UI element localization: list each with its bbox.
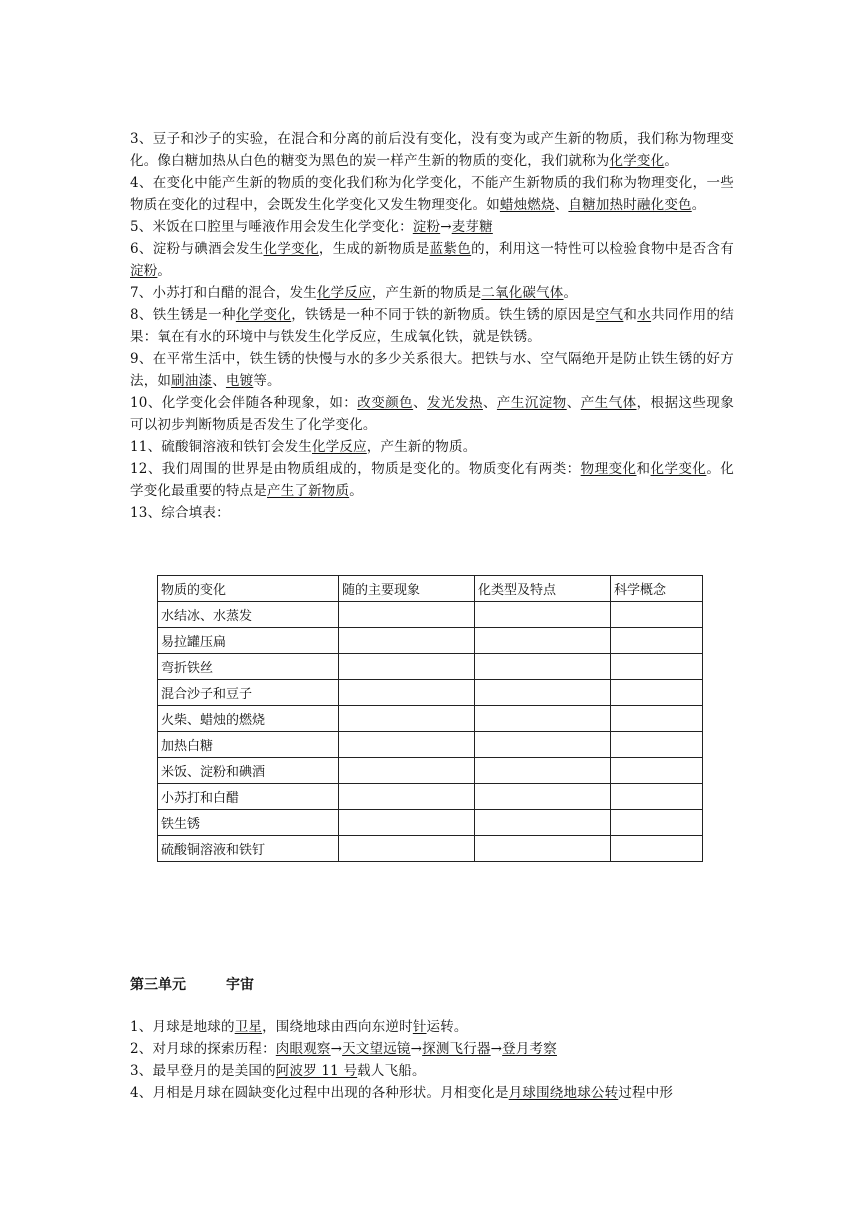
table-header-cell: 物质的变化 [158,576,339,602]
note-item [130,348,734,392]
note-text: 的，利用这一特性可以检验食物中是否含有 [471,241,734,257]
table-cell-blank [339,784,475,810]
note-text: → [330,1041,343,1057]
answer-text: 化学变化 [235,307,292,323]
table-cell-blank [611,836,703,862]
answer-text: 化学变化 [263,241,319,257]
table-cell-blank [475,758,611,784]
table-cell-blank [339,732,475,758]
table-cell-blank [611,654,703,680]
table-cell-substance: 米饭、淀粉和碘酒 [158,758,339,784]
table-cell-blank [339,758,475,784]
answer-text: 电镀 [225,373,254,389]
note-text: 运转。 [426,1019,468,1035]
unit-heading [130,974,254,994]
answer-text: 自糖加热时融化变色 [568,197,692,213]
table-cell-blank [475,680,611,706]
note-item [130,1038,734,1060]
answer-text: 刷油漆 [171,373,213,389]
table-cell-substance: 易拉罐压扁 [158,628,339,654]
table-row [158,706,703,732]
table-cell-blank [475,784,611,810]
table-cell-blank [475,836,611,862]
table-row [158,836,703,862]
note-text: 。 [691,197,706,213]
answer-text: 卫星 [234,1019,263,1035]
note-text: 12、我们周围的世界是由物质组成的，物质是变化的。物质变化有两类： [130,461,581,477]
note-text: 5、米饭在口腔里与唾液作用会发生化学变化： [130,219,413,235]
unit-name: 宇宙 [226,977,254,993]
table-cell-blank [339,628,475,654]
table-cell-blank [339,810,475,836]
table-row [158,628,703,654]
section-2-notes [130,128,734,524]
note-text: 9、在平常生活中，铁生锈的快慢与水的多少关系很大。把铁与水、空气隔绝开是防止铁生锈的好方法，如 [130,351,734,389]
answer-text: 化学反应 [311,439,367,455]
note-item [130,172,734,216]
answer-text: 登月考察 [502,1041,557,1057]
answer-text: 淀粉 [130,263,158,279]
note-item [130,238,734,282]
note-text: 11、硫酸铜溶液和铁钉会发生 [130,439,312,455]
note-text: 等。 [253,373,281,389]
note-text: 6、淀粉与碘酒会发生 [130,241,264,257]
table-cell-substance: 硫酸铜溶液和铁钉 [158,836,339,862]
note-text: 7、小苏打和白醋的混合，发生 [130,285,317,301]
table-row [158,680,703,706]
table-row [158,758,703,784]
note-text: ，铁锈是一种不同于铁的新物质。铁生锈的原因是 [291,307,596,323]
note-text: 。化学变化最重要的特点是 [130,461,735,499]
table-cell-blank [611,758,703,784]
table-cell-blank [339,602,475,628]
unit-label: 第三单元 [130,977,186,993]
answer-text: 发光发热 [427,395,483,411]
table-row [158,784,703,810]
note-text: 和 [623,307,638,323]
note-text: 、 [413,395,428,411]
table-row [158,732,703,758]
answer-text: 化学反应 [316,285,372,301]
note-text: 共同作用的结果：氧在有水的环境中与铁发生化学反应，生成氧化铁，就是铁锈。 [130,307,734,345]
note-text: 、 [554,197,569,213]
answer-text: 淀粉 [412,219,441,235]
note-text: ，产生新的物质。 [366,439,477,455]
note-text: → [490,1041,503,1057]
note-text: 、 [566,395,581,411]
table-row [158,810,703,836]
table-row [158,602,703,628]
note-text: ，围绕地球由西向东逆时 [262,1019,413,1035]
note-item [130,1060,734,1082]
answer-text: 阿波罗 11 号 [275,1063,358,1079]
answer-text: 探测飞行器 [422,1041,491,1057]
note-text: → [410,1041,423,1057]
note-text: → [440,219,452,235]
note-item [130,1082,734,1104]
section-3-notes [130,1016,734,1104]
table-header-cell: 化类型及特点 [475,576,611,602]
note-text: 和 [636,461,651,477]
table-header-row [158,576,703,602]
table-cell-blank [611,810,703,836]
note-item [130,282,734,304]
note-item [130,502,734,524]
table-cell-blank [611,706,703,732]
table-row [158,654,703,680]
note-text: 。 [563,285,578,301]
answer-text: 改变颜色 [357,395,414,411]
note-text: 13、综合填表： [130,505,230,521]
note-text: 2、对月球的探索历程： [130,1041,276,1057]
table-cell-blank [475,732,611,758]
summary-table [157,575,703,862]
answer-text: 天文望远镜 [342,1041,411,1057]
note-text: 、 [482,395,497,411]
table-cell-blank [475,602,611,628]
answer-text: 麦芽糖 [451,219,493,235]
note-text: 载人飞船。 [357,1063,426,1079]
table-cell-substance: 小苏打和白醋 [158,784,339,810]
table-header-cell: 科学概念 [611,576,703,602]
table-cell-blank [339,654,475,680]
note-item [130,436,734,458]
table-cell-blank [475,654,611,680]
table-cell-substance: 铁生锈 [158,810,339,836]
table-cell-blank [611,602,703,628]
answer-text: 空气 [595,307,624,323]
table-cell-blank [339,836,475,862]
note-text: 3、最早登月的是美国的 [130,1063,276,1079]
note-text: ，产生新的物质是 [371,285,482,301]
answer-text: 蜡烛燃烧 [499,197,555,213]
note-text: 。 [664,153,679,169]
note-text: 10、化学变化会伴随各种现象，如： [130,395,358,411]
table-cell-substance: 混合沙子和豆子 [158,680,339,706]
note-text: ，根据这些现象可以初步判断物质是否发生了化学变化。 [130,395,735,433]
note-text: 。 [157,263,172,279]
table-cell-blank [611,628,703,654]
table-cell-blank [475,810,611,836]
note-text: 4、在变化中能产生新的物质的变化我们称为化学变化，不能产生新物质的我们称为物理变化，一些物质在变化的过程中，会既发生化学变化又发生物理变化。如 [130,175,734,213]
note-item [130,392,734,436]
note-item [130,128,734,172]
table-cell-blank [475,706,611,732]
note-text: 3、豆子和沙子的实验，在混合和分离的前后没有变化，没有变为或产生新的物质，我们称为物理变化。像白糖加热从白色的糖变为黑色的炭一样产生新的物质的变化，我们就称为 [130,131,734,169]
answer-text: 产生气体 [580,395,637,411]
table-cell-blank [611,680,703,706]
table-cell-substance: 弯折铁丝 [158,654,339,680]
table-cell-blank [339,680,475,706]
answer-text: 水 [637,307,652,323]
answer-text: 化学变化 [609,153,665,169]
note-text: 、 [212,373,226,389]
answer-text: 蓝紫色 [429,241,472,257]
answer-text: 月球围绕地球公转 [508,1085,619,1101]
table-cell-blank [611,784,703,810]
note-text: 4、月相是月球在圆缺变化过程中出现的各种形状。月相变化是 [130,1085,509,1101]
table-cell-blank [339,706,475,732]
answer-text: 化学变化 [650,461,707,477]
table-header-cell: 随的主要现象 [339,576,475,602]
table-cell-substance: 水结冰、水蒸发 [158,602,339,628]
table-cell-blank [475,628,611,654]
note-item [130,1016,734,1038]
note-item [130,216,734,238]
note-item [130,304,734,348]
note-item [130,458,734,502]
note-text: 8、铁生锈是一种 [130,307,236,323]
answer-text: 物理变化 [580,461,637,477]
answer-text: 肉眼观察 [275,1041,331,1057]
answer-text: 二氧化碳气体 [481,285,564,301]
table-cell-substance: 火柴、蜡烛的燃烧 [158,706,339,732]
answer-text: 产生了新物质 [267,483,350,499]
note-text: 过程中形 [618,1085,674,1101]
answer-text: 产生沉淀物 [496,395,567,411]
note-text: 。 [349,483,363,499]
note-text: ，生成的新物质是 [318,241,430,257]
table-cell-substance: 加热白糖 [158,732,339,758]
answer-text: 针 [412,1019,427,1035]
note-text: 1、月球是地球的 [130,1019,235,1035]
table-cell-blank [611,732,703,758]
